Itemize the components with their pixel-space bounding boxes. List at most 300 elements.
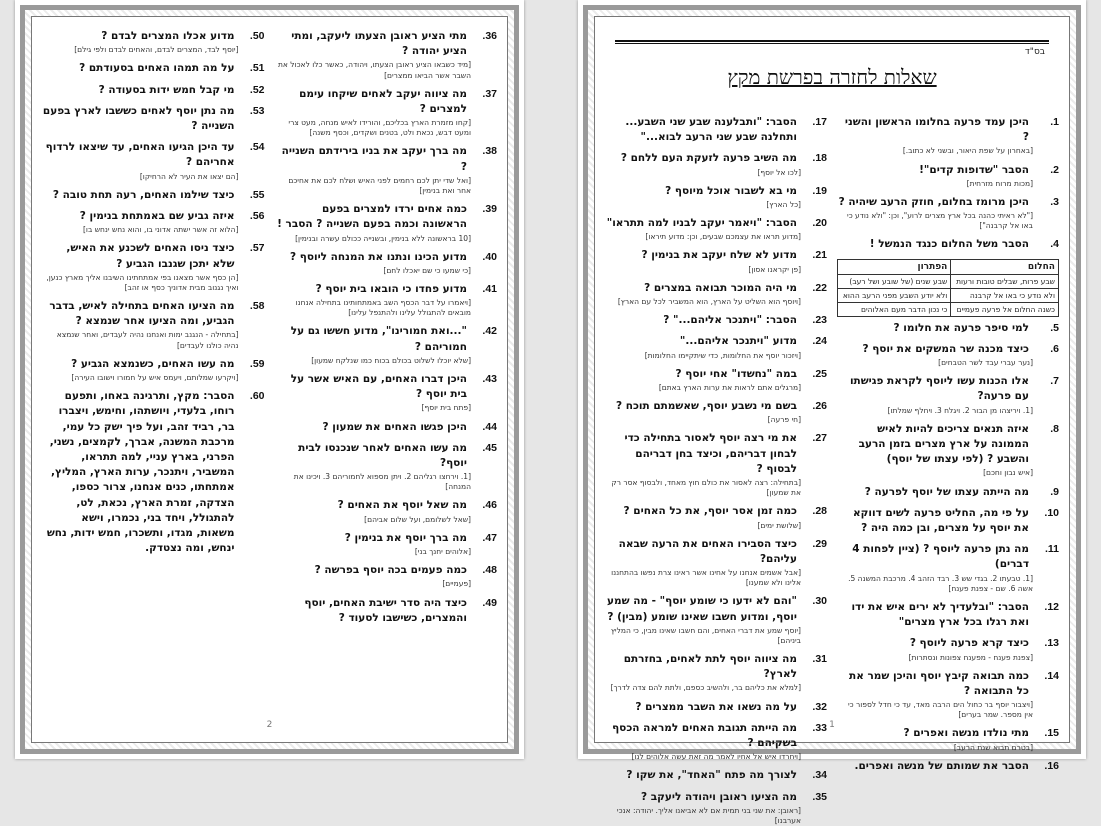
question-item xyxy=(605,537,827,589)
question-item xyxy=(42,140,265,182)
question-item xyxy=(275,372,498,414)
question-item xyxy=(837,237,1059,252)
question-text: "...ואת חמורינו", מדוע חששו גם על חמוריהם ? xyxy=(290,325,467,353)
question-item xyxy=(837,542,1059,594)
question-item xyxy=(605,367,827,393)
question-number: 28. xyxy=(812,505,827,518)
question-number: 52. xyxy=(249,83,265,96)
answer-note: [ויזכור יוסף את החלומות, כדי שיתקיימו החלומות] xyxy=(644,350,801,360)
question-item xyxy=(605,594,827,646)
question-item xyxy=(605,184,827,210)
table-header-cell: החלום xyxy=(951,259,1059,274)
question-number: 24. xyxy=(812,335,827,348)
question-line xyxy=(605,313,827,328)
question-text: מה ברך יעקב את בניו בירידתם השנייה ? xyxy=(281,145,467,173)
answer-note: [באחרון על שפת היאור, ובשני לא כתוב.] xyxy=(902,146,1033,156)
answer-note: [ראובן: את שני בני תמית אם לא אביאנו אליך. יהודה: אנכי אערבנו] xyxy=(616,805,801,825)
question-line xyxy=(837,374,1059,404)
question-number: 18. xyxy=(812,152,827,165)
question-text: היכן מרומז בחלום, חוזק הרעב שיהיה ? xyxy=(838,195,1029,208)
question-number: 12. xyxy=(1044,600,1059,613)
answer-note: [למלא את כליהם בר, ולהשיב כספם, ולתת להם צדה לדרך] xyxy=(610,683,801,693)
question-line xyxy=(605,216,827,231)
question-line xyxy=(605,399,827,414)
question-text: הסבר משל החלום כנגד הנמשל ! xyxy=(869,238,1029,251)
question-item xyxy=(42,209,265,235)
question-line xyxy=(605,537,827,567)
question-text: כמה תבואה קיבץ יוסף והיכן שמר את כל התבואה ? xyxy=(849,669,1029,697)
answer-note: [הן כסף אשר מצאנו בפי אמתחתינו השיבנו אליך מארץ כנען, ואיך נגנוב מבית אדוניך כסף או זהב] xyxy=(46,272,239,292)
question-text: מדוע לא שלח יעקב את בנימין ? xyxy=(641,249,797,262)
answer-note: [איש נבון וחכם] xyxy=(983,468,1033,478)
question-item xyxy=(42,83,265,98)
question-text: מה הייתה עצתו של יוסף לפרעה ? xyxy=(864,485,1029,498)
question-number: 2. xyxy=(1050,163,1059,176)
question-line xyxy=(42,389,265,556)
question-number: 8. xyxy=(1050,422,1059,435)
question-number: 48. xyxy=(482,564,497,577)
page-content xyxy=(594,16,1070,825)
table-cell: ולא יודע השבע מפני הרעב ההוא xyxy=(838,288,951,302)
question-text: כמה פעמים בכה יוסף בפרשה ? xyxy=(314,564,467,577)
question-item xyxy=(605,652,827,694)
question-item xyxy=(837,759,1059,774)
question-line xyxy=(837,342,1059,357)
question-line xyxy=(275,498,498,513)
question-text: כיצד היה סדר ישיבת האחים, יוסף והמצרים, כשישבו לסעוד ? xyxy=(304,596,467,624)
question-line xyxy=(605,184,827,199)
question-number: 15. xyxy=(1044,727,1059,740)
question-text: הסבר: "ויתנכר אליהם..." ? xyxy=(663,314,797,327)
question-line xyxy=(275,563,498,578)
question-line xyxy=(275,596,498,626)
question-text: כמה אחים ירדו למצרים בפעם הראשונה וכמה בפעם השנייה ? הסבר ! xyxy=(277,203,467,231)
answer-note: [בתחילה: רצה לאסור את כולם חוץ מאחד, ולבסוף אסר רק את שמעון] xyxy=(611,478,801,498)
question-line xyxy=(605,248,827,263)
question-item xyxy=(605,700,827,715)
question-line xyxy=(605,115,827,145)
page-1-columns xyxy=(605,115,1059,825)
question-line xyxy=(42,61,265,76)
question-number: 33. xyxy=(812,721,827,734)
question-text: הסבר: "ויאמר יעקב לבניו למה תתראו" xyxy=(606,217,797,230)
question-number: 26. xyxy=(812,400,827,413)
question-number: 36. xyxy=(482,30,497,42)
page-number: 1 xyxy=(829,720,835,730)
question-number: 40. xyxy=(482,250,497,263)
question-number: 50. xyxy=(249,30,265,42)
question-text: כיצד שילמו האחים, רעה תחת טובה ? xyxy=(52,188,235,201)
question-item xyxy=(275,282,498,318)
question-number: 38. xyxy=(482,145,497,158)
question-line xyxy=(605,594,827,624)
question-line xyxy=(275,441,498,471)
question-line xyxy=(837,195,1059,210)
question-line xyxy=(605,790,827,805)
answer-note: [1. טבעתו 2. בגדי שש 3. רבד הזהב 4. מרכבת המשנה 5. אשה 6. שם - צפנת פענח] xyxy=(848,573,1033,593)
question-line xyxy=(837,759,1059,774)
question-item xyxy=(605,216,827,242)
answer-note: [ויצבור יוסף בר כחול הים הרבה מאד, עד כי חדל לספור כי אין מספר. שמר בערים] xyxy=(848,700,1033,720)
answer-note: [פעמיים] xyxy=(442,579,471,589)
question-number: 43. xyxy=(482,373,497,385)
question-item xyxy=(837,422,1059,479)
answer-note: [חי פרעה] xyxy=(767,415,801,425)
question-item xyxy=(837,195,1059,231)
question-line xyxy=(837,669,1059,699)
question-text: היכן פגשו האחים את שמעון ? xyxy=(322,420,467,433)
question-number: 60. xyxy=(249,390,265,403)
question-text: מה עשו האחים לאחר שנכנסו לבית יוסף? xyxy=(298,441,467,469)
question-text: "והם לא ידעו כי שומע יוסף" - מה שמע יוסף, ומדוע חשבו שאינו שומע (מבין) ? xyxy=(606,595,797,623)
question-number: 23. xyxy=(812,314,827,327)
question-text: הסבר: "ובלעדיך לא ירים איש את ידו ואת רגלו בכל ארץ מצרים" xyxy=(851,600,1029,629)
answer-note: [מיד כשבאו הציע ראובן הצעתו, ויהודה, כאשר כלו לאכול את השבר אשר הביאו ממצרים] xyxy=(277,60,471,80)
question-number: 13. xyxy=(1044,637,1059,650)
answer-note: [ויחרדו איש אל אחיו לאמר מה זאת עשה אלוהים לנו] xyxy=(631,752,801,762)
question-item xyxy=(605,399,827,425)
question-number: 9. xyxy=(1050,485,1059,498)
question-item xyxy=(275,29,498,81)
answer-note: [מכות מרוח מזרחית] xyxy=(966,178,1033,188)
question-number: 25. xyxy=(812,367,827,380)
question-item xyxy=(275,420,498,435)
question-line xyxy=(837,115,1059,145)
question-number: 55. xyxy=(249,188,265,201)
question-item xyxy=(605,431,827,498)
question-line xyxy=(42,209,265,224)
page-1-right-column xyxy=(837,115,1059,772)
question-line xyxy=(837,163,1059,178)
question-text: מה נתן פרעה ליוסף ? (ציין לפחות 4 דברים) xyxy=(852,543,1029,571)
question-number: 30. xyxy=(812,595,827,608)
dream-interpretation-table xyxy=(837,259,1059,317)
question-text: מה עשו האחים, כשנמצא הגביע ? xyxy=(71,357,235,370)
question-line xyxy=(837,506,1059,536)
question-line xyxy=(275,282,498,297)
question-number: 35. xyxy=(812,790,827,803)
question-number: 6. xyxy=(1050,342,1059,355)
document-page-2 xyxy=(15,0,524,759)
question-text: איזה תנאים צריכים להיות לאיש הממונה על ארץ מצרים בזמן הרעב והשבע ? (לפי עצתו של יוסף) xyxy=(858,422,1029,466)
question-line xyxy=(605,504,827,519)
question-item xyxy=(837,342,1059,368)
question-text: למי סיפר פרעה את חלומו ? xyxy=(893,321,1029,334)
table-header-cell: הפתרון xyxy=(838,259,951,274)
answer-note: [שאל לשלומם, ועל שלום אביהם] xyxy=(364,514,471,524)
page-1-left-column xyxy=(605,115,827,825)
question-text: מה ציווה יעקב לאחים שיקחו עימם למצרים ? xyxy=(299,87,467,115)
answer-note: [בתחילה - הנגנב ימות ואנחנו נהיה לעבדים, ואחר שנמצא נהיה כולנו לעבדים] xyxy=(56,330,239,350)
answer-note: [צפנת פענח - מפענח צפונות ונסתרות] xyxy=(908,652,1033,662)
question-number: 53. xyxy=(249,104,265,117)
question-text: הסבר: "ותבלענה שבע שני השבע... ותחלנה שבע שני הרעב לבוא..." xyxy=(625,116,797,144)
question-text: מתי נולדו מנשה ואפרים ? xyxy=(903,727,1029,740)
question-item xyxy=(275,202,498,244)
question-item xyxy=(42,188,265,203)
question-text: על מה נשאו את השבר ממצרים ? xyxy=(635,700,797,713)
question-number: 56. xyxy=(249,210,265,222)
question-number: 46. xyxy=(482,499,497,512)
answer-note: [אלוהים יחנך בני] xyxy=(414,547,471,557)
question-text: על פי מה, החליט פרעה לשים דווקא את יוסף על מצרים, ובן כמה היה ? xyxy=(853,506,1029,534)
question-number: 29. xyxy=(812,537,827,550)
question-text: מה הציעו האחים בתחילה לאיש, בדבר הגביע, ומה הציעו אחר שנמצא ? xyxy=(49,300,235,328)
question-text: מה השיב פרעה לזעקת העם ללחם ? xyxy=(620,152,797,165)
question-item xyxy=(605,248,827,274)
question-text: כיצד הסבירו האחים את הרעה שבאה עליהם? xyxy=(618,537,797,565)
question-number: 19. xyxy=(812,184,827,197)
answer-note: [פן יקראנו אסון] xyxy=(748,264,801,274)
answer-note: [פתח בית יוסף] xyxy=(421,403,471,413)
question-number: 27. xyxy=(812,432,827,445)
question-line xyxy=(605,334,827,349)
question-line xyxy=(275,87,498,117)
question-number: 16. xyxy=(1044,759,1059,772)
answer-note: [ויקרעו שמלותם, ויעמס איש על חמורו וישובו העירה] xyxy=(71,372,239,382)
question-item xyxy=(275,87,498,139)
answer-note: [הם יצאו את העיר לא הרחיקו] xyxy=(139,171,239,181)
question-item xyxy=(42,357,265,383)
header-rule xyxy=(615,40,1049,42)
question-number: 51. xyxy=(249,62,265,75)
question-line xyxy=(42,83,265,98)
question-line xyxy=(275,372,498,402)
question-item xyxy=(837,506,1059,536)
question-line xyxy=(605,700,827,715)
question-text: מתי הציע ראובן הצעתו ליעקב, ומתי הציע יהודה ? xyxy=(291,30,467,58)
question-item xyxy=(42,104,265,134)
question-number: 17. xyxy=(812,116,827,128)
question-text: על מה תמהו האחים בסעודתם ? xyxy=(79,62,235,75)
question-text: עד היכן הגיעו האחים, עד שיצאו לרדוף אחריהם ? xyxy=(45,141,235,169)
question-item xyxy=(837,669,1059,721)
question-item xyxy=(42,299,265,351)
question-line xyxy=(42,188,265,203)
question-line xyxy=(837,237,1059,252)
answer-note: [מרגלים אתם לראות את ערות הארץ באתם] xyxy=(658,382,801,392)
question-text: מי בא לשבור אוכל מיוסף ? xyxy=(665,184,797,197)
page-number: 2 xyxy=(266,720,273,730)
question-line xyxy=(42,140,265,170)
question-text: מי קבל חמש ידות בסעודה ? xyxy=(98,83,235,96)
table-row xyxy=(838,288,1059,302)
question-item xyxy=(605,334,827,360)
table-header-row xyxy=(838,259,1059,274)
question-number: 21. xyxy=(812,249,827,262)
page-2-columns xyxy=(42,29,497,720)
question-number: 14. xyxy=(1044,669,1059,682)
question-item xyxy=(275,531,498,557)
answer-note: ["לא ראיתי כהנה בכל ארץ מצרים לרוע", וכן: "ולא נודע כי באו אל קרבנה"] xyxy=(847,211,1033,231)
question-line xyxy=(42,241,265,271)
question-item xyxy=(275,498,498,524)
table-cell: כי נכון הדבר מעם האלוהים xyxy=(838,302,951,316)
question-text: מי היה המוכר תבואה במצרים ? xyxy=(644,281,797,294)
question-item xyxy=(605,115,827,145)
question-item xyxy=(837,374,1059,416)
question-line xyxy=(275,29,498,59)
question-item xyxy=(605,313,827,328)
decorative-border xyxy=(583,5,1081,825)
question-number: 10. xyxy=(1044,506,1059,519)
question-line xyxy=(837,422,1059,468)
question-number: 54. xyxy=(249,141,265,154)
question-line xyxy=(837,636,1059,651)
question-text: מה ברך יוסף את בנימין ? xyxy=(344,531,467,544)
question-text: כיצד מכנה שר המשקים את יוסף ? xyxy=(862,342,1029,355)
question-item xyxy=(275,324,498,366)
question-item xyxy=(837,163,1059,189)
question-item xyxy=(837,115,1059,157)
question-text: אלו הכנות עשו ליוסף לקראת פגישתו עם פרעה? xyxy=(849,375,1029,403)
answer-note: [נער עברי עבד לשר הטבחים] xyxy=(938,358,1033,368)
answer-note: [ויוסף הוא השליט על הארץ, הוא המשביר לכל עם הארץ] xyxy=(617,297,801,307)
answer-note: [שלושת ימים] xyxy=(757,520,801,530)
question-item xyxy=(275,596,498,626)
answer-note: [שלא יוכלו לשלוט בכולם בכוח כמו שנלקח שמעון] xyxy=(311,355,471,365)
question-item xyxy=(605,504,827,530)
question-number: 44. xyxy=(482,420,497,433)
question-item xyxy=(837,321,1059,336)
page-2-right-column xyxy=(275,29,498,720)
answer-note: [1. ויריצהו מן הבור 2. ויגלח 3. ויחלף שמלתו] xyxy=(887,405,1033,415)
question-line xyxy=(605,281,827,296)
page-2-left-column xyxy=(42,29,265,720)
question-text: בשם מי נשבע יוסף, שאשמתם תוכח ? xyxy=(615,400,797,413)
question-number: 59. xyxy=(249,357,265,370)
answer-note: [אבל אשמים אנחנו על אחינו אשר ראינו צרת נפשו בהתחננו אלינו ולא שמענו] xyxy=(611,568,801,588)
question-number: 37. xyxy=(482,87,497,100)
question-item xyxy=(275,250,498,276)
question-line xyxy=(605,151,827,166)
question-number: 57. xyxy=(249,242,265,255)
question-item xyxy=(275,441,498,493)
question-line xyxy=(275,250,498,265)
question-line xyxy=(275,324,498,354)
question-line xyxy=(605,652,827,682)
question-number: 41. xyxy=(482,282,497,295)
question-line xyxy=(837,321,1059,336)
answer-note: [ואל שדי יתן לכם רחמים לפני האיש ושלח לכם את אחיכם אחר ואת בנימין] xyxy=(288,175,471,195)
question-text: כיצד קרא פרעה ליוסף ? xyxy=(909,637,1029,650)
answer-note: [ויאמרו על דבר הכסף השב באמתחותינו בתחילה אנחנו מובאים להתגולל עלינו ולהתנפל עלינו] xyxy=(295,298,471,318)
question-line xyxy=(42,299,265,329)
question-item xyxy=(42,241,265,293)
question-line xyxy=(605,768,827,783)
question-text: מה הציעו ראובן ויהודה ליעקב ? xyxy=(641,790,797,803)
question-item xyxy=(605,790,827,826)
question-text: מה הייתה תגובת האחים למראה הכסף בשקיהם ? xyxy=(612,721,797,750)
question-line xyxy=(42,29,265,44)
answer-note: [1. וירחצו רגליהם 2. ויתן מספוא לחמוריהם 3. ויכינו את המנחה] xyxy=(293,472,471,492)
question-number: 5. xyxy=(1050,321,1059,334)
question-line xyxy=(42,104,265,134)
question-text: הסבר "שדופות קדים"! xyxy=(919,163,1029,176)
answer-note: [יוסף שמע את דברי האחים, והם חשבו שאינו מבין, כי המליץ ביניהם] xyxy=(610,625,801,645)
question-item xyxy=(42,29,265,55)
question-text: לצורך מה פתח "האחד", את שקו ? xyxy=(626,769,797,782)
question-number: 34. xyxy=(812,769,827,782)
question-item xyxy=(837,485,1059,500)
header-mark: בס"ד xyxy=(1024,47,1045,57)
question-text: כמה זמן אסר יוסף, את כל האחים ? xyxy=(623,505,797,518)
table-cell: שבע פרות, שבלים טובות ורעות xyxy=(951,274,1059,288)
question-item xyxy=(42,389,265,556)
question-item xyxy=(275,563,498,589)
question-number: 58. xyxy=(249,300,265,313)
question-text: היכן דברו האחים, עם האיש אשר על בית יוסף ? xyxy=(290,373,467,401)
question-line xyxy=(275,420,498,435)
table-row xyxy=(838,302,1059,316)
question-text: הסבר את שמותם של מנשה ואפרים. xyxy=(854,759,1029,772)
question-line xyxy=(837,485,1059,500)
question-line xyxy=(275,144,498,174)
question-text: מדוע הכינו ונתנו את המנחה ליוסף ? xyxy=(290,250,467,263)
question-item xyxy=(837,600,1059,630)
question-line xyxy=(275,202,498,232)
question-text: היכן עמד פרעה בחלומו הראשון והשני ? xyxy=(844,116,1029,144)
page-content xyxy=(31,16,508,743)
question-text: במה "נחשדו" אחי יוסף ? xyxy=(675,367,797,380)
question-text: את מי רצה יוסף לאסור בתחילה כדי לבחון דבריהם, וכיצד בחן דבריהם לבסוף ? xyxy=(624,432,797,475)
answer-note: [כי שמעו כי שם יאכלו לחם] xyxy=(383,265,471,275)
question-number: 1. xyxy=(1050,116,1059,128)
answer-note: [בטרם תבוא שנת הרעב] xyxy=(953,742,1033,752)
question-line xyxy=(837,542,1059,572)
question-text: איזה גביע שם באמתחת בנימין ? xyxy=(79,210,235,222)
question-number: 20. xyxy=(812,217,827,230)
page-title: שאלות לחזרה בפרשת מקץ xyxy=(727,65,937,89)
document-page-1 xyxy=(578,0,1086,825)
table-cell: שבע שנים (של שובע ושל רעב) xyxy=(838,274,951,288)
question-number: 39. xyxy=(482,203,497,216)
question-text: כיצד ניסו האחים לשכנע את האיש, שלא יתכן שגנבו הגביע ? xyxy=(66,242,235,270)
question-text: מדוע אכלו המצרים לבדם ? xyxy=(101,30,235,42)
question-text: מה ציווה יוסף לתת לאחים, בחזרתם לארץ? xyxy=(623,653,797,681)
question-line xyxy=(837,600,1059,630)
question-number: 47. xyxy=(482,531,497,544)
question-item xyxy=(605,151,827,177)
question-line xyxy=(42,357,265,372)
question-line xyxy=(605,431,827,477)
question-number: 31. xyxy=(812,653,827,666)
question-number: 3. xyxy=(1050,195,1059,208)
question-text: הסבר: מקץ, ותרגינה באחו, ותפעם רוחו, בלעדי, ויושתהו, וחימש, ויצברו בר, רביד זהב, ועל פיך ישק כל עמי, מרכבת המשנה, אברך, לקמצים, נשני, הפרני, בארץ עניי, למה תתראו, המשביר, ויתנכר, ערות הארץ, המליץ, אמתחתו, כנים אנחנו, צרור כספו, הצדקה, זמרת הארץ, נכאת, לט, להתגולל, ויחד בני, נכמרו, וישא משאות, מגדו, ותשכרו, חמש ידות, נחש ינחש, ומה נצטדק. xyxy=(46,390,235,555)
question-item xyxy=(42,61,265,76)
question-text: מה שאל יוסף את האחים ? xyxy=(337,499,467,512)
question-number: 45. xyxy=(482,441,497,454)
answer-note: [הלוא זה אשר ישתה אדוני בו, והוא נחש ינחש בו] xyxy=(83,225,239,235)
question-number: 11. xyxy=(1044,543,1059,556)
question-item xyxy=(837,726,1059,752)
question-text: מדוע "ויתנכר אליהם..." xyxy=(679,335,797,348)
table-cell: ולא נודע כי באו אל קרבנה xyxy=(951,288,1059,302)
question-item xyxy=(605,281,827,307)
answer-note: [יוסף לבד, המצרים לבדם, והאחים לבדם ולפי גילם] xyxy=(74,45,239,55)
decorative-border xyxy=(20,5,519,754)
header-rule xyxy=(615,43,1049,44)
question-text: מה נתן יוסף לאחים כששבו לארץ בפעם השנייה ? xyxy=(42,104,235,132)
answer-note: [10 בראשונה ללא בנימין, ובשנייה ככולם עשרה ובנימין] xyxy=(295,233,471,243)
answer-note: [לכו אל יוסף] xyxy=(757,167,801,177)
question-line xyxy=(605,367,827,382)
question-number: 22. xyxy=(812,281,827,294)
question-number: 42. xyxy=(482,325,497,338)
question-item xyxy=(605,768,827,783)
question-number: 4. xyxy=(1050,238,1059,251)
table-row xyxy=(838,274,1059,288)
